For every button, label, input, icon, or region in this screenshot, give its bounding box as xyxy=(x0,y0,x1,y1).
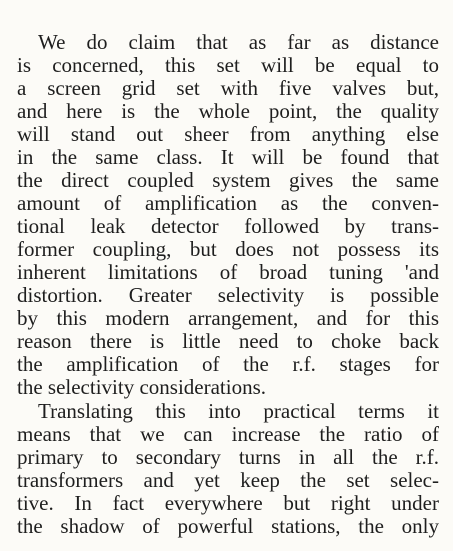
text-line: reason there is little need to choke back xyxy=(17,329,439,353)
text-line: transformers and yet keep the set selec- xyxy=(17,468,439,492)
text-line: the amplification of the r.f. stages for xyxy=(17,352,439,376)
text-line: Translating this into practical terms it xyxy=(38,399,439,423)
text-line: inherent limitations of broad tuning 'and xyxy=(17,260,439,284)
text-line: tive. In fact everywhere but right under xyxy=(17,491,439,515)
text-line: the selectivity considerations. xyxy=(17,375,267,399)
text-line: We do claim that as far as distance xyxy=(38,30,439,54)
text-line: by this modern arrangement, and for this xyxy=(17,306,439,330)
text-line: means that we can increase the ratio of xyxy=(17,422,439,446)
text-line: amount of amplification as the conven- xyxy=(17,191,439,215)
text-line: and here is the whole point, the quality xyxy=(17,99,439,123)
text-line: the direct coupled system gives the same xyxy=(17,168,439,192)
text-line: in the same class. It will be found that xyxy=(17,145,439,169)
text-line: distortion. Greater selectivity is possible xyxy=(17,283,439,307)
text-line: tional leak detector followed by trans- xyxy=(17,214,439,238)
text-line: primary to secondary turns in all the r.f. xyxy=(17,445,439,469)
text-line: a screen grid set with five valves but, xyxy=(17,76,439,100)
text-line: former coupling, but does not possess its xyxy=(17,237,439,261)
text-line: is concerned, this set will be equal to xyxy=(17,53,439,77)
text-line: the shadow of powerful stations, the only xyxy=(17,514,439,538)
text-line: will stand out sheer from anything else xyxy=(17,122,439,146)
